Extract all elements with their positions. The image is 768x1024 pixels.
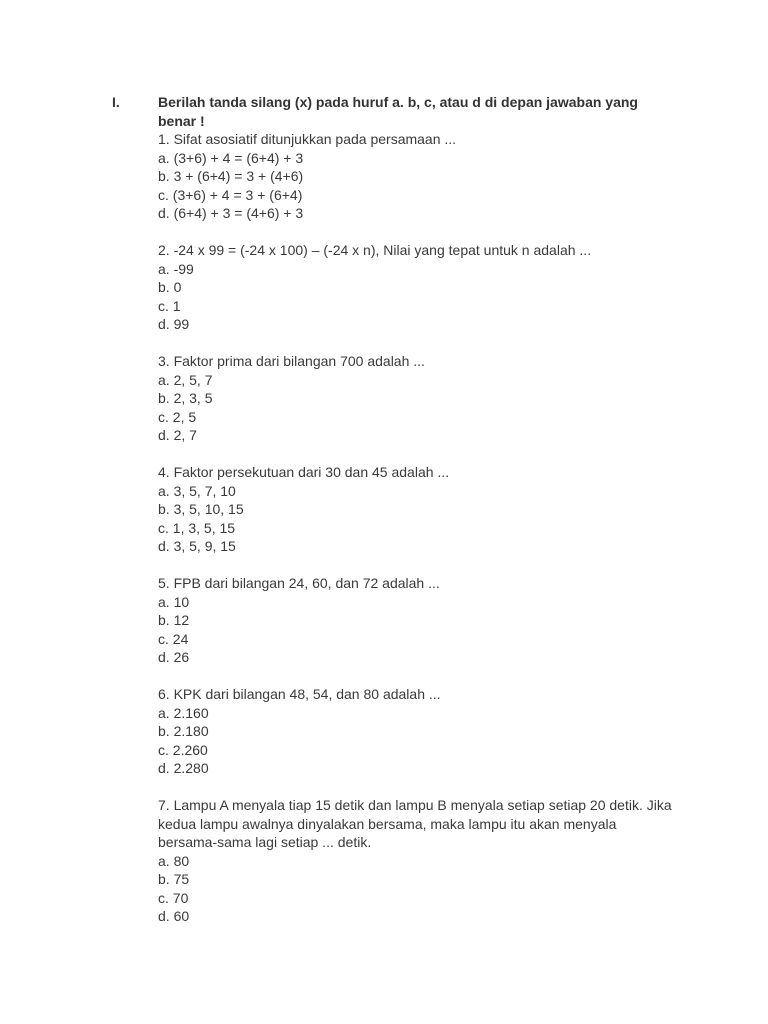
option-b: b. 2.180 <box>158 723 209 739</box>
option-b: b. 0 <box>158 279 182 295</box>
option-b: b. 2, 3, 5 <box>158 390 213 406</box>
option-a: a. 2, 5, 7 <box>158 371 213 388</box>
option-a: a. 3, 5, 7, 10 <box>158 482 236 499</box>
option-c: c. (3+6) + 4 = 3 + (6+4) <box>158 186 303 203</box>
option-d: d. 2.280 <box>158 760 209 776</box>
option-d: d. 3, 5, 9, 15 <box>158 538 236 554</box>
option-c: c. 1, 3, 5, 15 <box>158 519 236 536</box>
option-a: a. -99 <box>158 260 194 277</box>
option-b: b. 12 <box>158 612 190 628</box>
question-text: 1. Sifat asosiatif ditunjukkan pada persamaan ... <box>158 131 457 147</box>
option-b: b. 3 + (6+4) = 3 + (4+6) <box>158 168 304 184</box>
option-b: b. 75 <box>158 871 190 887</box>
option-a: a. 2.160 <box>158 704 209 721</box>
option-d: d. 26 <box>158 649 190 665</box>
question-4 <box>158 463 678 556</box>
question-2 <box>158 241 678 334</box>
question-1 <box>158 130 678 223</box>
option-a: a. 10 <box>158 593 190 610</box>
option-c: c. 1 <box>158 297 181 314</box>
question-5 <box>158 574 678 667</box>
question-text: 6. KPK dari bilangan 48, 54, dan 80 adalah ... <box>158 686 441 702</box>
option-d: d. 60 <box>158 908 190 924</box>
question-6 <box>158 685 678 778</box>
option-d: d. (6+4) + 3 = (4+6) + 3 <box>158 205 304 221</box>
question-text: 5. FPB dari bilangan 24, 60, dan 72 adalah ... <box>158 575 440 591</box>
option-c: c. 2, 5 <box>158 408 197 425</box>
question-text: 7. Lampu A menyala tiap 15 detik dan lampu B menyala setiap setiap 20 detik. Jika kedua lampu awalnya dinyalakan bersama, maka lampu itu akan menyala bersama-sama lagi setiap ... detik. <box>158 797 676 850</box>
option-d: d. 2, 7 <box>158 427 197 443</box>
question-text: 2. -24 x 99 = (-24 x 100) – (-24 x n), Nilai yang tepat untuk n adalah ... <box>158 242 592 258</box>
option-a: a. (3+6) + 4 = (6+4) + 3 <box>158 149 304 166</box>
question-text: 3. Faktor prima dari bilangan 700 adalah ... <box>158 353 425 369</box>
option-c: c. 2.260 <box>158 741 208 758</box>
instruction-text: Berilah tanda silang (x) pada huruf a. b, c, atau d di depan jawaban yang benar ! <box>158 94 638 129</box>
option-d: d. 99 <box>158 316 190 332</box>
question-3 <box>158 352 678 445</box>
option-c: c. 24 <box>158 630 189 647</box>
question-list <box>158 93 678 926</box>
question-text: 4. Faktor persekutuan dari 30 dan 45 adalah ... <box>158 464 450 480</box>
option-a: a. 80 <box>158 852 190 869</box>
option-c: c. 70 <box>158 889 189 906</box>
question-7 <box>158 796 678 926</box>
option-b: b. 3, 5, 10, 15 <box>158 501 244 517</box>
section-number: I. <box>112 94 120 110</box>
